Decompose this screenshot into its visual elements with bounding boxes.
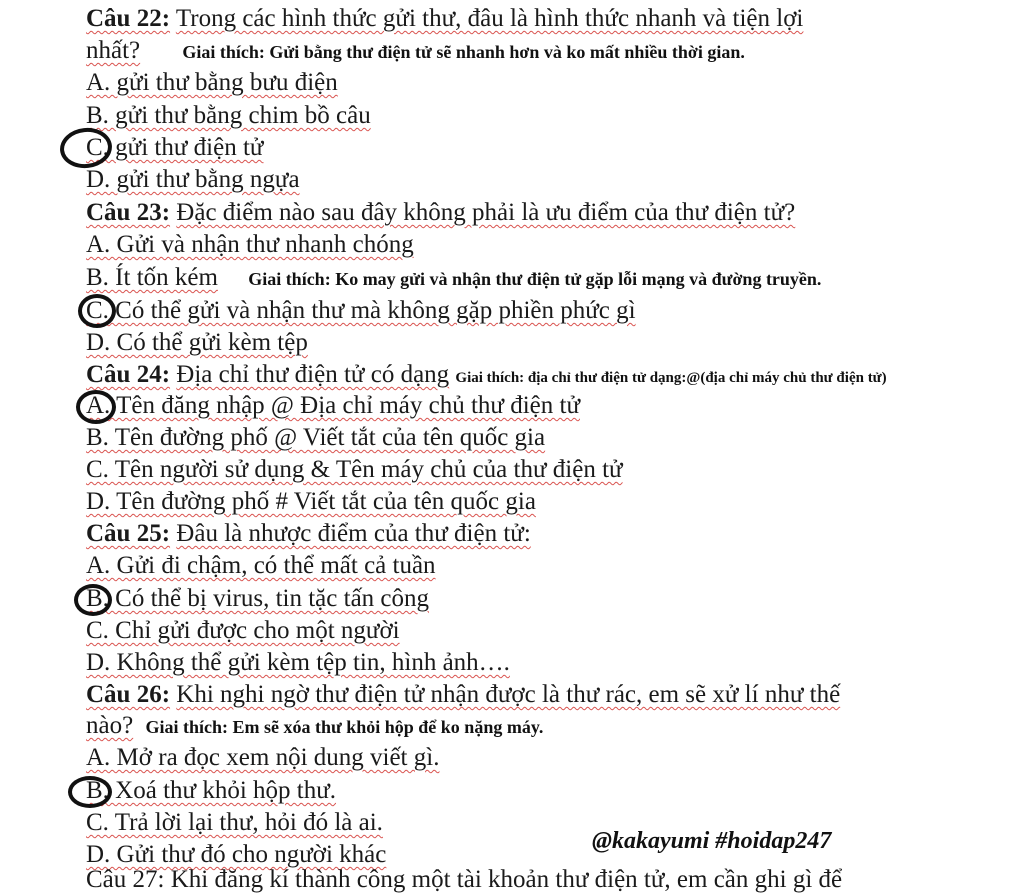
option-d: D. Gửi thư đó cho người khác [86,841,387,868]
watermark-text: @kakayumi #hoidap247 [592,828,832,854]
answer-circle-q25 [74,584,112,616]
question-text: Khi nghi ngờ thư điện tử nhận được là thư rác, em sẽ xử lí như thế [176,681,841,708]
question-number: Câu 22: [86,5,171,32]
option-c: C. Trả lời lại thư, hỏi đó là ai. [86,809,383,836]
option-c: C. gửi thư điện tử [86,134,264,161]
question-24 [86,360,887,393]
option-d: D. Tên đường phố # Viết tắt của tên quốc gia [86,488,536,515]
option-a: A. Gửi đi chậm, có thể mất cả tuần [86,552,436,579]
option-a: A. gửi thư bằng bưu điện [86,69,338,96]
explanation-note: Giai thích: Em sẽ xóa thư khỏi hộp để ko nặng máy. [145,717,544,737]
question-number: Câu 24: [86,361,171,388]
answer-circle-q23 [78,294,116,328]
question-text: Đặc điểm nào sau đây không phải là ưu điểm của thư điện tử? [176,199,796,226]
question-number: Câu 25: [86,520,171,547]
option-b: B. gửi thư bằng chim bồ câu [86,102,371,129]
option-c: C. Tên người sử dụng & Tên máy chủ của thư điện tử [86,456,623,483]
question-25 [86,519,531,549]
question-27-partial: Câu 27: Khi đăng kí thành công một tài khoản thư điện tử, em cần ghi gì để [86,866,843,893]
question-text: Trong các hình thức gửi thư, đâu là hình thức nhanh và tiện lợi [175,5,804,32]
option-b: B. Có thể bị virus, tin tặc tấn công [86,585,430,612]
question-22 [86,4,803,34]
option-b: B. Ít tốn kém Giai thích: Ko may gửi và nhận thư điện tử gặp lỗi mạng và đường truyền. [86,264,822,291]
question-26-cont [86,711,543,742]
option-d: D. gửi thư bằng ngựa [86,166,300,193]
explanation-note: Giai thích: Ko may gửi và nhận thư điện tử gặp lỗi mạng và đường truyền. [248,269,822,289]
answer-circle-q24 [76,390,116,424]
explanation-note: Giai thích: địa chỉ thư điện tử dạng:@(địa chỉ máy chủ thư điện tử) [455,370,887,386]
option-b: B. Tên đường phố @ Viết tắt của tên quốc gia [86,424,546,451]
question-text: Địa chỉ thư điện tử có dạng [176,361,450,388]
option-b: B. Xoá thư khỏi hộp thư. [86,777,337,804]
question-text-cont: nào? [86,712,134,739]
option-a: A. Gửi và nhận thư nhanh chóng [86,231,414,258]
option-a: A. Tên đăng nhập @ Địa chỉ máy chủ thư điện tử [86,392,580,419]
explanation-note: Giai thích: Gửi bằng thư điện tử sẽ nhanh hơn và ko mất nhiều thời gian. [182,42,745,62]
option-c: C. Có thể gửi và nhận thư mà không gặp phiền phức gì [86,297,636,324]
question-23 [86,198,795,228]
question-text: Đâu là nhược điểm của thư điện tử: [176,520,531,547]
question-number: Câu 23: [86,199,171,226]
option-d: D. Không thể gửi kèm tệp tin, hình ảnh…. [86,649,510,676]
question-text-cont: nhất? [86,37,141,64]
answer-circle-q26 [68,776,112,808]
question-22-cont [86,36,745,67]
question-number: Câu 26: [86,681,171,708]
option-c: C. Chỉ gửi được cho một người [86,617,400,644]
option-a: A. Mở ra đọc xem nội dung viết gì. [86,744,440,771]
option-d: D. Có thể gửi kèm tệp [86,329,308,356]
question-26 [86,680,840,710]
